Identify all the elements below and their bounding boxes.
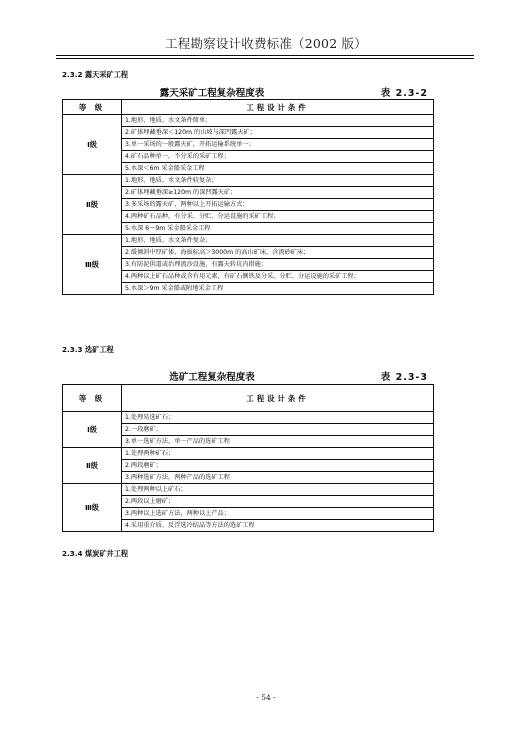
page-number: - 54 - xyxy=(256,693,276,702)
condition-line: 1.处理两种矿石； xyxy=(122,448,433,460)
table-title: 露天采矿工程复杂程度表 xyxy=(159,88,265,99)
table-number: 表 2.3-3 xyxy=(380,372,428,383)
condition-line: 2.两段磨矿； xyxy=(122,460,433,472)
condition-line: 4.两种矿石品种，有分采、分贮、分运设施的采矿工程； xyxy=(122,211,433,223)
beneficiation-complexity-table xyxy=(62,384,434,532)
condition-line: 3.单一选矿方法，单一产品的选矿工程 xyxy=(125,438,230,445)
section-heading-beneficiation: 2.3.3 选矿工程 xyxy=(62,345,114,354)
conditions-cell xyxy=(122,235,434,295)
table-caption-open-pit xyxy=(62,85,434,97)
table-header-row xyxy=(63,385,434,412)
table-caption-beneficiation xyxy=(62,369,434,381)
column-header-grade: 等 级 xyxy=(63,385,122,412)
condition-line: 1.地形、地质、水文条件较复杂； xyxy=(122,175,433,187)
condition-line: 2.两段以上磨矿； xyxy=(122,496,433,508)
conditions-cell xyxy=(122,115,434,175)
condition-line: 4.两种以上矿石品种或含有用元素，有矿石侧铁及分采、分贮、分运设施的采矿工程； xyxy=(122,271,433,283)
header-rule xyxy=(56,55,474,56)
condition-line: 1.处理易选矿石； xyxy=(122,412,433,424)
section-heading-coal-mine: 2.3.4 煤炭矿井工程 xyxy=(62,549,129,558)
condition-line: 2.缓倾斜中厚矿体、海拔标高＞3000m 的高山矿床、含流砂矿床； xyxy=(122,247,433,259)
header-rule-secondary xyxy=(56,58,474,59)
table-title: 选矿工程复杂程度表 xyxy=(169,372,255,383)
table-header-row xyxy=(63,100,434,115)
conditions-cell xyxy=(122,448,434,484)
condition-line: 3.两种以上选矿方法，两种以上产品； xyxy=(122,508,433,520)
table-row xyxy=(63,115,434,175)
condition-line: 2.矿体埋藏垂深≥120m 的深凹露天矿； xyxy=(122,187,433,199)
grade-cell: Ⅱ级 xyxy=(63,448,122,484)
condition-line: 3.有防泥供道或治理流沙设施，有露天转坑内措施； xyxy=(122,259,433,271)
condition-line: 5.水深＜6m 采金船采金工程 xyxy=(125,165,205,172)
condition-line: 5.水深 6～9m 采金船采金工程 xyxy=(125,225,211,232)
conditions-cell xyxy=(122,412,434,448)
open-pit-complexity-table xyxy=(62,99,434,295)
conditions-cell xyxy=(122,484,434,532)
table-row xyxy=(63,175,434,235)
condition-line: 2.矿体埋藏垂深＜120m 的山坡与深凹露天矿； xyxy=(122,127,433,139)
grade-cell: Ⅲ级 xyxy=(63,235,122,295)
condition-line: 1.地形、地质、水文条件简单； xyxy=(122,115,433,127)
condition-line: 2.一段磨矿； xyxy=(122,424,433,436)
table-row xyxy=(63,448,434,484)
condition-line: 3.两种选矿方法，两种产品的选矿工程 xyxy=(125,474,230,481)
column-header-conditions: 工程设计条件 xyxy=(122,385,434,412)
condition-line: 1.处理两种以上矿石； xyxy=(122,484,433,496)
condition-line: 3.单一采场的一般露天矿，开拓运输系统单一； xyxy=(122,139,433,151)
grade-cell: Ⅰ级 xyxy=(63,412,122,448)
table-row xyxy=(63,412,434,448)
conditions-cell xyxy=(122,175,434,235)
condition-line: 1.地形、地质、水文条件复杂； xyxy=(122,235,433,247)
condition-line: 5.水深＞9m 采金船或附地采金工程 xyxy=(125,285,224,292)
page-header: 工程勘察设计收费标准（2002 版） xyxy=(165,36,367,51)
grade-cell: Ⅱ级 xyxy=(63,175,122,235)
table-row xyxy=(63,484,434,532)
condition-line: 4.采用重介质、反浮选冷结晶等方法的选矿工程 xyxy=(125,522,255,529)
column-header-grade: 等 级 xyxy=(63,100,122,115)
condition-line: 4.矿石品种单一，不分采的采矿工程； xyxy=(122,151,433,163)
table-row xyxy=(63,235,434,295)
condition-line: 3.多采场的露天矿，两种以上开拓运输方式； xyxy=(122,199,433,211)
section-heading-open-pit: 2.3.2 露天采矿工程 xyxy=(62,70,129,79)
grade-cell: Ⅲ级 xyxy=(63,484,122,532)
column-header-conditions: 工程设计条件 xyxy=(122,100,434,115)
grade-cell: Ⅰ级 xyxy=(63,115,122,175)
table-number: 表 2.3-2 xyxy=(380,88,428,99)
